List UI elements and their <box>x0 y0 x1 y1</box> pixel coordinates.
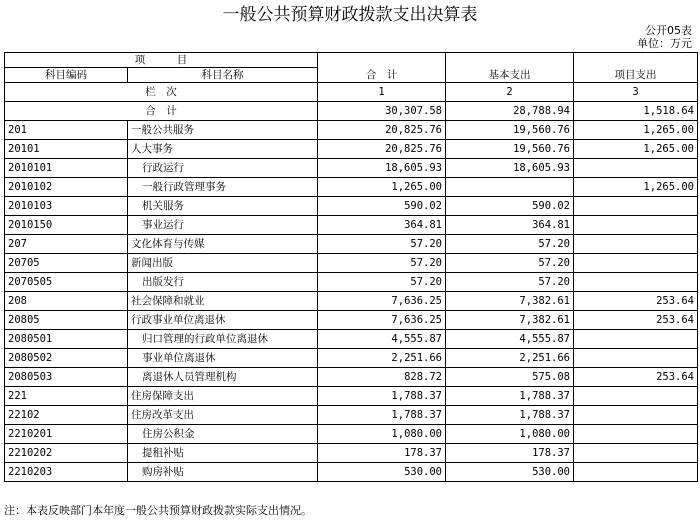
row-total: 2,251.66 <box>318 349 446 368</box>
row-project: 1,265.00 <box>574 121 698 140</box>
row-project <box>574 254 698 273</box>
table-row <box>5 311 698 330</box>
column-index-row <box>5 83 698 102</box>
row-name: 文化体育与传媒 <box>128 235 318 254</box>
row-total: 828.72 <box>318 368 446 387</box>
row-name: 人大事务 <box>128 140 318 159</box>
row-code: 2210201 <box>5 425 128 444</box>
row-code: 20101 <box>5 140 128 159</box>
expenditure-table <box>4 52 698 482</box>
row-total: 57.20 <box>318 235 446 254</box>
row-name: 新闻出版 <box>128 254 318 273</box>
row-name: 购房补贴 <box>128 463 318 482</box>
row-name: 住房保障支出 <box>128 387 318 406</box>
column-index-1: 1 <box>318 83 446 102</box>
row-name: 归口管理的行政单位离退休 <box>128 330 318 349</box>
row-total: 364.81 <box>318 216 446 235</box>
row-project <box>574 159 698 178</box>
row-name: 住房改革支出 <box>128 406 318 425</box>
row-basic: 575.08 <box>446 368 574 387</box>
header-basic: 基本支出 <box>446 53 574 83</box>
row-basic: 7,382.61 <box>446 292 574 311</box>
row-project: 253.64 <box>574 292 698 311</box>
row-total: 530.00 <box>318 463 446 482</box>
table-row <box>5 444 698 463</box>
row-code: 2210203 <box>5 463 128 482</box>
row-basic: 1,080.00 <box>446 425 574 444</box>
row-name: 事业运行 <box>128 216 318 235</box>
summary-total: 30,307.58 <box>318 102 446 121</box>
row-code: 2210202 <box>5 444 128 463</box>
table-row <box>5 159 698 178</box>
table-row <box>5 121 698 140</box>
row-code: 208 <box>5 292 128 311</box>
row-code: 2080503 <box>5 368 128 387</box>
unit-label: 单位：万元 <box>637 37 692 50</box>
table-row <box>5 178 698 197</box>
row-code: 221 <box>5 387 128 406</box>
row-name: 住房公积金 <box>128 425 318 444</box>
row-basic: 57.20 <box>446 273 574 292</box>
row-basic: 178.37 <box>446 444 574 463</box>
row-total: 20,825.76 <box>318 140 446 159</box>
table-row <box>5 235 698 254</box>
row-code: 2080501 <box>5 330 128 349</box>
header-name: 科目名称 <box>128 68 318 83</box>
row-basic: 1,788.37 <box>446 387 574 406</box>
report-title: 一般公共预算财政拨款支出决算表 <box>222 5 478 25</box>
row-basic: 590.02 <box>446 197 574 216</box>
column-index-2: 2 <box>446 83 574 102</box>
row-code: 207 <box>5 235 128 254</box>
row-name: 行政事业单位离退休 <box>128 311 318 330</box>
row-name: 行政运行 <box>128 159 318 178</box>
row-project <box>574 235 698 254</box>
row-code: 2010103 <box>5 197 128 216</box>
row-project <box>574 425 698 444</box>
row-project: 253.64 <box>574 311 698 330</box>
row-project <box>574 406 698 425</box>
table-row <box>5 140 698 159</box>
row-basic <box>446 178 574 197</box>
row-name: 离退休人员管理机构 <box>128 368 318 387</box>
row-name: 提租补贴 <box>128 444 318 463</box>
row-project <box>574 197 698 216</box>
row-basic: 19,560.76 <box>446 140 574 159</box>
row-name: 社会保障和就业 <box>128 292 318 311</box>
row-name: 一般公共服务 <box>128 121 318 140</box>
row-total: 20,825.76 <box>318 121 446 140</box>
row-basic: 19,560.76 <box>446 121 574 140</box>
row-total: 57.20 <box>318 254 446 273</box>
summary-project: 1,518.64 <box>574 102 698 121</box>
row-total: 1,080.00 <box>318 425 446 444</box>
column-index-label: 栏 次 <box>5 83 318 102</box>
row-name: 出版发行 <box>128 273 318 292</box>
row-total: 1,788.37 <box>318 387 446 406</box>
row-code: 201 <box>5 121 128 140</box>
row-total: 18,605.93 <box>318 159 446 178</box>
row-total: 4,555.87 <box>318 330 446 349</box>
table-row <box>5 425 698 444</box>
row-total: 7,636.25 <box>318 292 446 311</box>
summary-row <box>5 102 698 121</box>
table-row <box>5 349 698 368</box>
row-basic: 4,555.87 <box>446 330 574 349</box>
summary-basic: 28,788.94 <box>446 102 574 121</box>
row-project: 1,265.00 <box>574 178 698 197</box>
row-total: 590.02 <box>318 197 446 216</box>
row-code: 2010150 <box>5 216 128 235</box>
row-project <box>574 349 698 368</box>
row-basic: 1,788.37 <box>446 406 574 425</box>
table-row <box>5 273 698 292</box>
row-name: 一般行政管理事务 <box>128 178 318 197</box>
form-number: 公开05表 <box>645 24 692 37</box>
table-row <box>5 197 698 216</box>
row-code: 2080502 <box>5 349 128 368</box>
header-project: 项目支出 <box>574 53 698 83</box>
footnote: 注：本表反映部门本年度一般公共预算财政拨款实际支出情况。 <box>4 504 312 517</box>
row-code: 2010102 <box>5 178 128 197</box>
row-name: 机关服务 <box>128 197 318 216</box>
row-project <box>574 463 698 482</box>
row-total: 1,788.37 <box>318 406 446 425</box>
row-total: 1,265.00 <box>318 178 446 197</box>
row-project <box>574 216 698 235</box>
row-code: 22102 <box>5 406 128 425</box>
row-basic: 7,382.61 <box>446 311 574 330</box>
header-item: 项 目 <box>5 53 318 68</box>
table-row <box>5 368 698 387</box>
row-code: 2010101 <box>5 159 128 178</box>
row-code: 20805 <box>5 311 128 330</box>
table-row <box>5 406 698 425</box>
row-basic: 2,251.66 <box>446 349 574 368</box>
summary-label: 合 计 <box>5 102 318 121</box>
row-code: 2070505 <box>5 273 128 292</box>
header-row-top <box>5 53 698 68</box>
row-basic: 18,605.93 <box>446 159 574 178</box>
row-total: 57.20 <box>318 273 446 292</box>
row-basic: 530.00 <box>446 463 574 482</box>
table-row <box>5 216 698 235</box>
row-basic: 57.20 <box>446 235 574 254</box>
column-index-3: 3 <box>574 83 698 102</box>
table-row <box>5 292 698 311</box>
table-row <box>5 463 698 482</box>
row-name: 事业单位离退休 <box>128 349 318 368</box>
row-basic: 57.20 <box>446 254 574 273</box>
row-project <box>574 387 698 406</box>
row-project: 1,265.00 <box>574 140 698 159</box>
row-total: 7,636.25 <box>318 311 446 330</box>
row-project <box>574 444 698 463</box>
table-row <box>5 387 698 406</box>
header-total: 合 计 <box>318 53 446 83</box>
row-project: 253.64 <box>574 368 698 387</box>
table-row <box>5 254 698 273</box>
row-basic: 364.81 <box>446 216 574 235</box>
row-total: 178.37 <box>318 444 446 463</box>
header-code: 科目编码 <box>5 68 128 83</box>
table-row <box>5 330 698 349</box>
row-code: 20705 <box>5 254 128 273</box>
row-project <box>574 273 698 292</box>
row-project <box>574 330 698 349</box>
